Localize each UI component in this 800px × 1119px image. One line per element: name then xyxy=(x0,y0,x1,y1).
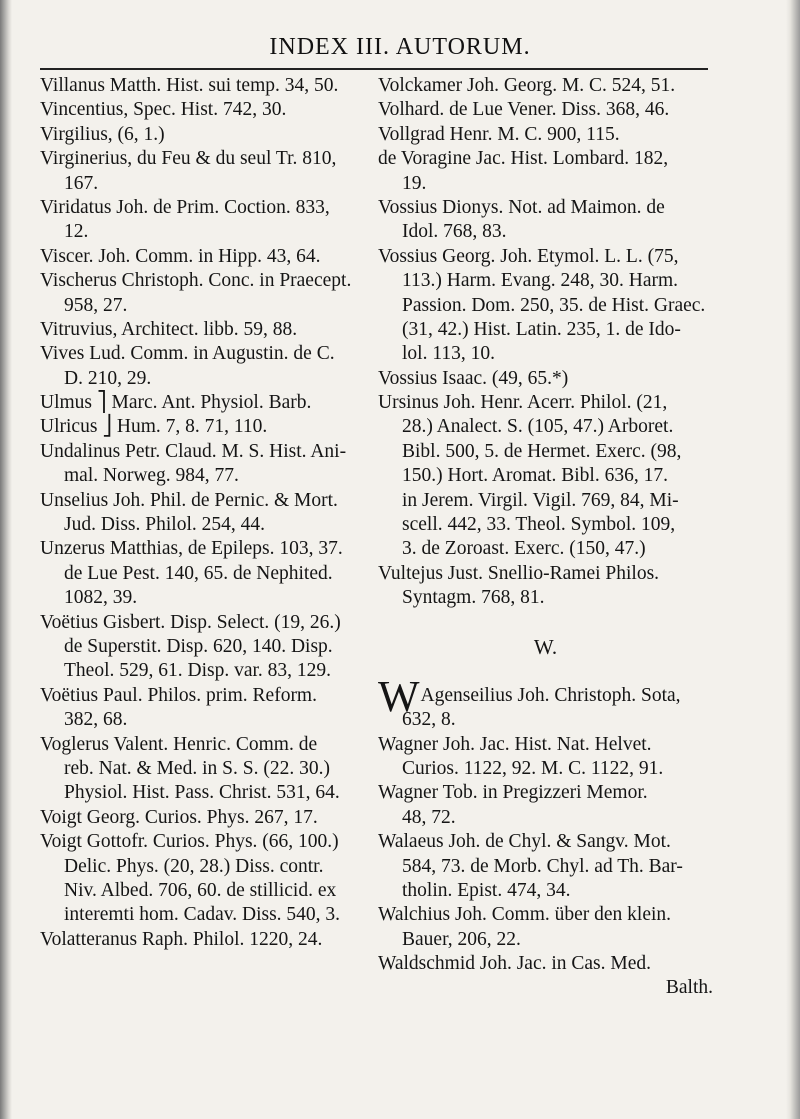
index-entry-line xyxy=(378,391,713,415)
index-entry-line xyxy=(40,367,375,391)
entry-text: Voëtius Gisbert. Disp. Select. (19, 26.) xyxy=(40,611,341,633)
index-entry-line xyxy=(378,586,713,610)
entry-text: Virginerius, du Feu & du seul Tr. 810, xyxy=(40,148,337,170)
blank-line xyxy=(378,659,713,683)
drop-cap-letter: W xyxy=(378,671,420,721)
entry-text: Waldschmid Joh. Jac. in Cas. Med. xyxy=(378,953,652,975)
entry-text: Unzerus Matthias, de Epileps. 103, 37. xyxy=(40,538,343,560)
entry-text: 584, 73. de Morb. Chyl. ad Th. Bar- xyxy=(402,855,683,877)
entry-text: D. 210, 29. xyxy=(64,367,152,389)
index-entry-line xyxy=(378,976,713,1000)
index-entry-line xyxy=(40,903,375,927)
entry-text: Villanus Matth. Hist. sui temp. 34, 50. xyxy=(40,75,339,96)
entry-text: Ulmus ⎤ Marc. Ant. Physiol. Barb. xyxy=(40,392,312,414)
index-entry-line xyxy=(40,733,375,757)
index-entry-line xyxy=(40,123,375,147)
index-entry-line xyxy=(378,806,713,830)
index-entry-line xyxy=(378,440,713,464)
entry-text: Idol. 768, 83. xyxy=(402,221,507,243)
index-entry-line xyxy=(40,537,375,561)
entry-text: Vossius Dionys. Not. ad Maimon. de xyxy=(378,196,665,218)
entry-text: Niv. Albed. 706, 60. de stillicid. ex xyxy=(64,879,337,901)
index-entry-line xyxy=(40,245,375,269)
entry-text: 113.) Harm. Evang. 248, 30. Harm. xyxy=(402,270,679,292)
entry-text: 1082, 39. xyxy=(64,587,138,609)
entry-text: Ursinus Joh. Henr. Acerr. Philol. (21, xyxy=(378,392,668,414)
entry-text: Undalinus Petr. Claud. M. S. Hist. Ani- xyxy=(40,440,347,462)
index-entry-line xyxy=(378,196,713,220)
entry-text: Passion. Dom. 250, 35. de Hist. Graec. xyxy=(402,294,706,316)
entry-text: de Voragine Jac. Hist. Lombard. 182, xyxy=(378,148,669,170)
entry-text: Virgilius, (6, 1.) xyxy=(40,123,165,145)
entry-text: Vitruvius, Architect. libb. 59, 88. xyxy=(40,318,298,340)
entry-text: Vossius Georg. Joh. Etymol. L. L. (75, xyxy=(378,245,679,267)
index-entry-line xyxy=(40,98,375,122)
entry-text: Volatteranus Raph. Philol. 1220, 24. xyxy=(40,928,323,950)
index-entry-line xyxy=(378,98,713,122)
entry-text: de Lue Pest. 140, 65. de Nephited. xyxy=(64,562,333,584)
index-entry-line xyxy=(40,513,375,537)
index-entry-line xyxy=(378,952,713,976)
index-entry-line xyxy=(40,562,375,586)
index-entry-line xyxy=(378,123,713,147)
index-entry-line xyxy=(40,172,375,196)
index-entry-line xyxy=(378,928,713,952)
entry-text: 632, 8. xyxy=(402,709,456,731)
entry-text: Volckamer Joh. Georg. M. C. 524, 51. xyxy=(378,75,676,96)
entry-text: tholin. Epist. 474, 34. xyxy=(402,879,571,901)
entry-text: de Superstit. Disp. 620, 140. Disp. xyxy=(64,635,333,657)
entry-text: 28.) Analect. S. (105, 47.) Arboret. xyxy=(402,416,674,438)
entry-text: Curios. 1122, 92. M. C. 1122, 91. xyxy=(402,757,664,779)
entry-text: Vultejus Just. Snellio-Ramei Philos. xyxy=(378,562,660,584)
index-entry-line xyxy=(378,879,713,903)
index-entry-line xyxy=(378,781,713,805)
entry-text: Volhard. de Lue Vener. Diss. 368, 46. xyxy=(378,99,670,121)
index-entry-line xyxy=(378,269,713,293)
index-entry-line xyxy=(40,147,375,171)
left-column xyxy=(40,74,375,952)
entry-text: Wagner Joh. Jac. Hist. Nat. Helvet. xyxy=(378,733,652,755)
entry-text: Delic. Phys. (20, 28.) Diss. contr. xyxy=(64,855,324,877)
index-entry-line xyxy=(40,489,375,513)
index-entry-line xyxy=(40,879,375,903)
entry-text: Ulricus ⎦ Hum. 7, 8. 71, 110. xyxy=(40,416,268,438)
index-entry-line xyxy=(40,74,375,98)
index-entry-line xyxy=(40,830,375,854)
index-entry-line xyxy=(378,708,713,732)
entry-text: lol. 113, 10. xyxy=(402,343,495,365)
entry-text: 150.) Hort. Aromat. Bibl. 636, 17. xyxy=(402,465,668,487)
index-entry-line xyxy=(378,245,713,269)
index-entry-line xyxy=(40,635,375,659)
entry-text: Physiol. Hist. Pass. Christ. 531, 64. xyxy=(64,782,340,804)
entry-text: in Jerem. Virgil. Vigil. 769, 84, Mi- xyxy=(402,489,679,511)
page-header: INDEX III. AUTORUM. xyxy=(269,34,531,60)
index-entry-line xyxy=(378,489,713,513)
index-entry-line xyxy=(378,318,713,342)
entry-text: Unselius Joh. Phil. de Pernic. & Mort. xyxy=(40,489,338,511)
index-entry-line xyxy=(40,464,375,488)
index-entry-line xyxy=(40,196,375,220)
index-entry-line xyxy=(378,415,713,439)
index-entry-line xyxy=(378,74,713,98)
index-entry-line xyxy=(40,391,375,415)
entry-text: Bauer, 206, 22. xyxy=(402,928,521,950)
index-entry-line xyxy=(378,537,713,561)
entry-text: 12. xyxy=(64,221,89,243)
entry-text: Viscer. Joh. Comm. in Hipp. 43, 64. xyxy=(40,245,321,267)
entry-text: Vossius Isaac. (49, 65.*) xyxy=(378,367,569,389)
section-heading xyxy=(378,635,713,659)
index-entry-line xyxy=(378,220,713,244)
entry-text: Theol. 529, 61. Disp. var. 83, 129. xyxy=(64,660,332,682)
entry-text: (31, 42.) Hist. Latin. 235, 1. de Ido- xyxy=(402,318,681,340)
entry-text: Walaeus Joh. de Chyl. & Sangv. Mot. xyxy=(378,831,671,853)
index-entry-line xyxy=(40,684,375,708)
entry-text: Walchius Joh. Comm. über den klein. xyxy=(378,904,672,926)
entry-text: Viridatus Joh. de Prim. Coction. 833, xyxy=(40,196,330,218)
entry-text: Wagner Tob. in Pregizzeri Memor. xyxy=(378,782,648,804)
index-entry-line xyxy=(378,147,713,171)
index-entry-line xyxy=(40,440,375,464)
entry-text: W. xyxy=(533,634,558,659)
index-entry-line xyxy=(378,733,713,757)
index-entry-line xyxy=(40,415,375,439)
entry-text: Vollgrad Henr. M. C. 900, 115. xyxy=(378,123,620,145)
entry-text: Agenseilius Joh. Christoph. Sota, xyxy=(420,684,681,706)
index-entry-line xyxy=(40,855,375,879)
entry-text: Vincentius, Spec. Hist. 742, 30. xyxy=(40,99,287,121)
index-entry-line xyxy=(40,318,375,342)
index-entry-line xyxy=(40,781,375,805)
entry-text: Voigt Georg. Curios. Phys. 267, 17. xyxy=(40,806,318,828)
entry-text: 3. de Zoroast. Exerc. (150, 47.) xyxy=(402,538,646,560)
index-entry-line xyxy=(378,903,713,927)
index-entry-line xyxy=(40,220,375,244)
index-entry-line xyxy=(378,562,713,586)
blank-line xyxy=(378,611,713,635)
entry-text: Vives Lud. Comm. in Augustin. de C. xyxy=(40,343,335,365)
entry-text: Voigt Gottofr. Curios. Phys. (66, 100.) xyxy=(40,831,339,853)
entry-text: Vischerus Christoph. Conc. in Praecept. xyxy=(40,270,352,292)
entry-text: interemti hom. Cadav. Diss. 540, 3. xyxy=(64,904,341,926)
entry-text: mal. Norweg. 984, 77. xyxy=(64,465,239,487)
index-entry-line xyxy=(40,294,375,318)
entry-text: Balth. xyxy=(665,977,713,999)
index-entry-line xyxy=(40,757,375,781)
index-entry-line xyxy=(378,830,713,854)
index-entry-line xyxy=(378,172,713,196)
header-rule xyxy=(40,68,708,70)
index-entry-line xyxy=(378,757,713,781)
entry-text: Voëtius Paul. Philos. prim. Reform. xyxy=(40,684,317,706)
entry-text: scell. 442, 33. Theol. Symbol. 109, xyxy=(402,514,676,536)
entry-text: 167. xyxy=(64,172,99,194)
entry-text: Syntagm. 768, 81. xyxy=(402,587,545,609)
index-entry-line xyxy=(378,294,713,318)
index-entry-line xyxy=(40,928,375,952)
entry-text: reb. Nat. & Med. in S. S. (22. 30.) xyxy=(64,757,330,779)
entry-text: Voglerus Valent. Henric. Comm. de xyxy=(40,733,318,755)
entry-text: Bibl. 500, 5. de Hermet. Exerc. (98, xyxy=(402,440,682,462)
index-entry-line xyxy=(40,659,375,683)
index-entry-line xyxy=(378,513,713,537)
entry-text: Jud. Diss. Philol. 254, 44. xyxy=(64,514,265,536)
entry-text: 48, 72. xyxy=(402,806,456,828)
index-entry-line xyxy=(378,367,713,391)
index-entry-line xyxy=(378,855,713,879)
index-entry-line xyxy=(40,342,375,366)
index-entry-line xyxy=(40,611,375,635)
index-entry-line xyxy=(40,269,375,293)
index-entry-line xyxy=(378,464,713,488)
entry-text: 19. xyxy=(402,172,427,194)
index-entry-line xyxy=(40,586,375,610)
right-column xyxy=(378,74,713,1001)
entry-text: 382, 68. xyxy=(64,709,128,731)
index-entry-line xyxy=(40,708,375,732)
index-entry-line xyxy=(40,806,375,830)
index-entry-line xyxy=(378,342,713,366)
entry-text: 958, 27. xyxy=(64,294,128,316)
